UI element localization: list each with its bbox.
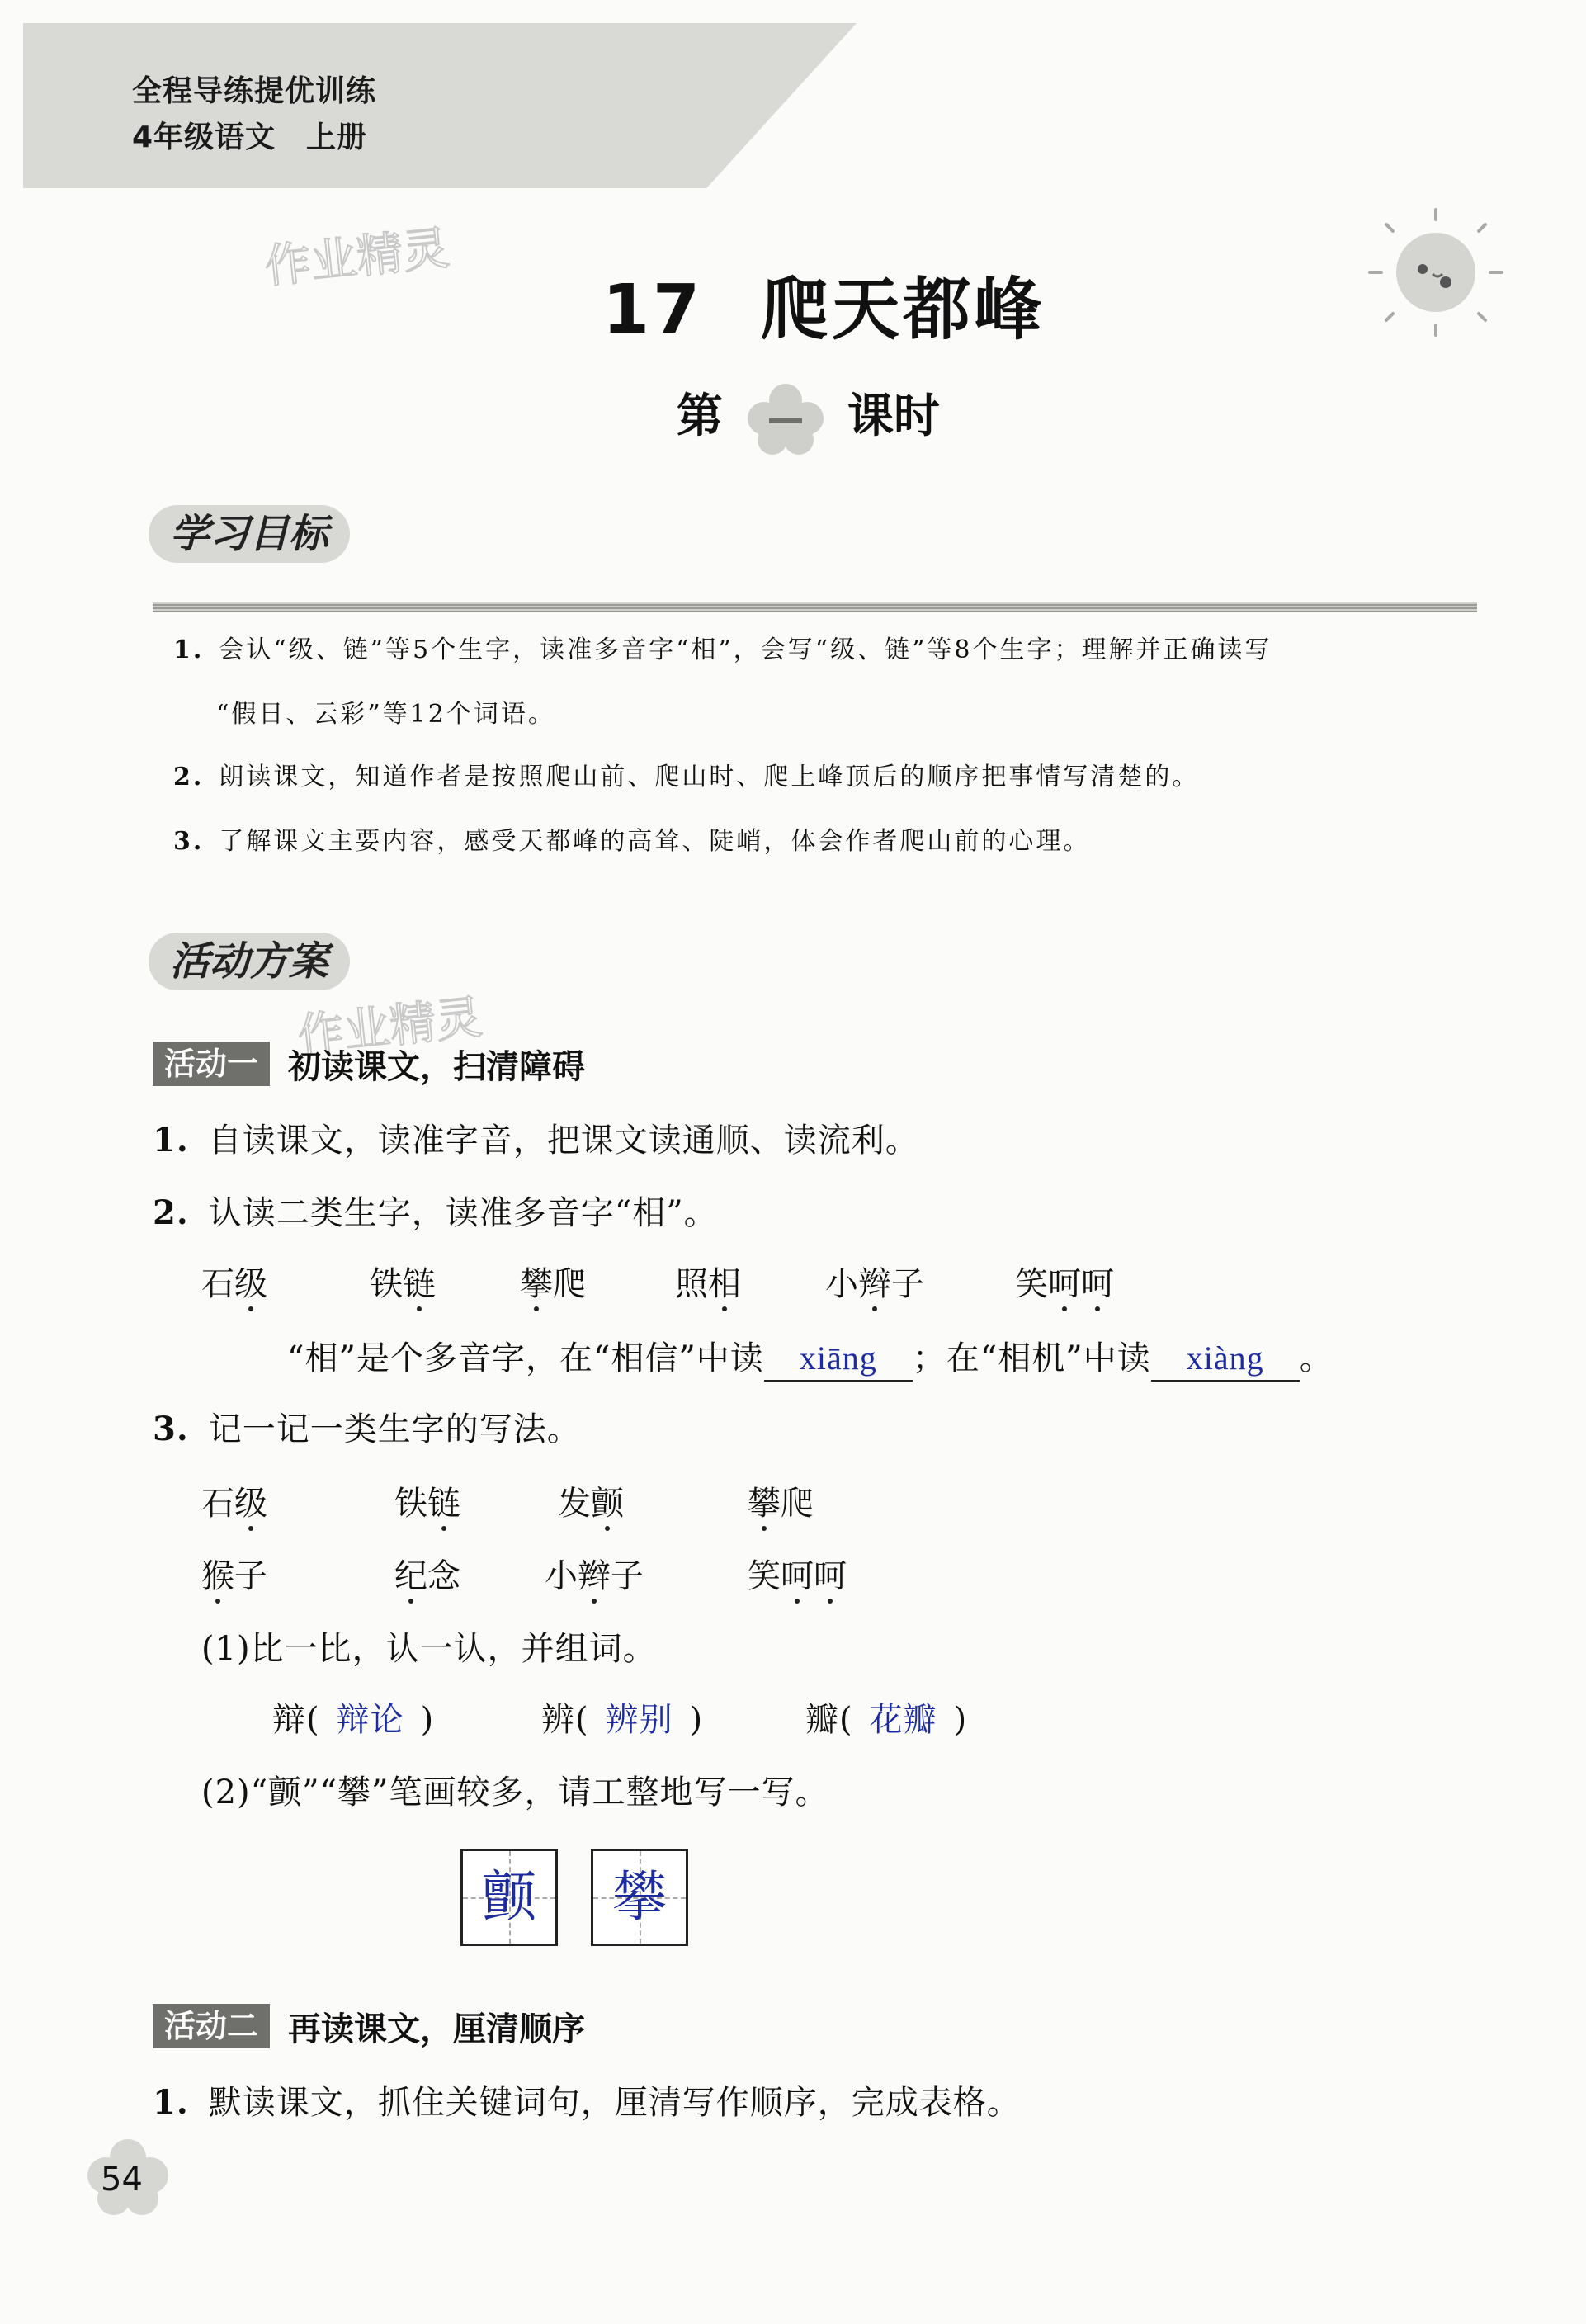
vocab-word: 照相 bbox=[675, 1265, 741, 1303]
lesson-period bbox=[677, 380, 940, 456]
page-number bbox=[83, 2137, 173, 2220]
compare-item: 辩( 辩论 ) bbox=[272, 1701, 435, 1739]
compare-item: 瓣( 花瓣 ) bbox=[805, 1701, 968, 1739]
vocab-word: 石级 bbox=[201, 1485, 267, 1523]
activity1-header bbox=[153, 1042, 585, 1086]
flower-icon bbox=[744, 382, 827, 456]
activity2-title: 再读课文，厘清顺序 bbox=[288, 2010, 586, 2048]
answer-blank[interactable] bbox=[764, 1337, 913, 1382]
vocab-word: 铁链 bbox=[370, 1265, 436, 1303]
answer-text: 花瓣 bbox=[869, 1701, 937, 1738]
objective-item: 2. 朗读课文，知道作者是按照爬山前、爬山时、爬上峰顶后的顺序把事情写清楚的。 bbox=[173, 763, 1200, 791]
answer-blank[interactable] bbox=[1151, 1337, 1300, 1382]
vocab-word: 铁链 bbox=[394, 1485, 460, 1523]
lesson-prefix: 第 bbox=[677, 390, 723, 443]
objective-item: 1. 会认“级、链”等5个生字，读准多音字“相”，会写“级、链”等8个生字；理解并正确读写 bbox=[173, 635, 1272, 664]
answer-text: xiàng bbox=[1186, 1339, 1264, 1377]
written-char: 攀 bbox=[612, 1865, 667, 1929]
watermark: 作业精灵 bbox=[295, 990, 485, 1064]
sub-question-2: (2)“颤”“攀”笔画较多，请工整地写一写。 bbox=[201, 1774, 829, 1811]
vocab-word: 攀爬 bbox=[520, 1265, 586, 1303]
question-1: 1. 自读课文，读准字音，把课文读通顺、读流利。 bbox=[153, 1121, 919, 1160]
vocab-word: 纪念 bbox=[394, 1557, 460, 1595]
question-2: 2. 认读二类生字，读准多音字“相”。 bbox=[153, 1193, 718, 1232]
answer-text: xiāng bbox=[799, 1339, 877, 1377]
writing-box[interactable] bbox=[460, 1849, 558, 1946]
vocab-word: 笑呵呵 bbox=[1015, 1265, 1114, 1303]
sub-question-1: (1)比一比，认一认，并组词。 bbox=[201, 1630, 657, 1668]
vocab-word: 猴子 bbox=[201, 1557, 267, 1595]
activity1-title: 初读课文，扫清障碍 bbox=[288, 1047, 586, 1086]
objective-item: “假日、云彩”等12个词语。 bbox=[216, 700, 555, 729]
answer-text: 辨别 bbox=[605, 1701, 673, 1738]
activity2-tag: 活动二 bbox=[153, 2004, 270, 2048]
compare-item: 辨( 辨别 ) bbox=[541, 1701, 704, 1739]
page-number-text: 54 bbox=[101, 2161, 143, 2199]
vocab-word: 小辫子 bbox=[545, 1557, 644, 1595]
objectives-heading: 学习目标 bbox=[149, 505, 350, 563]
book-grade-subject: 4年级语文 上册 bbox=[132, 120, 368, 154]
vocab-word: 笑呵呵 bbox=[748, 1557, 847, 1595]
vocab-word: 石级 bbox=[201, 1265, 267, 1303]
objective-item: 3. 了解课文主要内容，感受天都峰的高耸、陡峭，体会作者爬山前的心理。 bbox=[173, 827, 1091, 856]
answer-text: 辩论 bbox=[336, 1701, 404, 1738]
divider bbox=[153, 602, 1477, 612]
book-series-title: 全程导练提优训练 bbox=[132, 74, 377, 108]
lesson-suffix: 课时 bbox=[847, 390, 940, 443]
lesson-title: 爬天都峰 bbox=[761, 271, 1046, 349]
written-char: 颤 bbox=[482, 1865, 536, 1929]
vocab-word: 攀爬 bbox=[748, 1485, 814, 1523]
xiang-question: “相”是个多音字，在“相信”中读 xiāng ；在“相机”中读 xiàng 。 bbox=[287, 1337, 1333, 1382]
activity2-question-1: 1. 默读课文，抓住关键词句，厘清写作顺序，完成表格。 bbox=[153, 2083, 1021, 2122]
vocab-word: 发颤 bbox=[558, 1485, 624, 1523]
writing-box[interactable] bbox=[591, 1849, 688, 1946]
vocab-word: 小辫子 bbox=[825, 1265, 924, 1303]
sun-icon bbox=[1353, 206, 1518, 338]
question-3: 3. 记一记一类生字的写法。 bbox=[153, 1410, 581, 1448]
activity-heading: 活动方案 bbox=[149, 933, 350, 990]
watermark: 作业精灵 bbox=[262, 221, 452, 295]
activity2-header bbox=[153, 2004, 585, 2048]
activity1-tag: 活动一 bbox=[153, 1042, 270, 1086]
page-title bbox=[602, 256, 1045, 352]
lesson-number: 17 bbox=[602, 271, 704, 349]
